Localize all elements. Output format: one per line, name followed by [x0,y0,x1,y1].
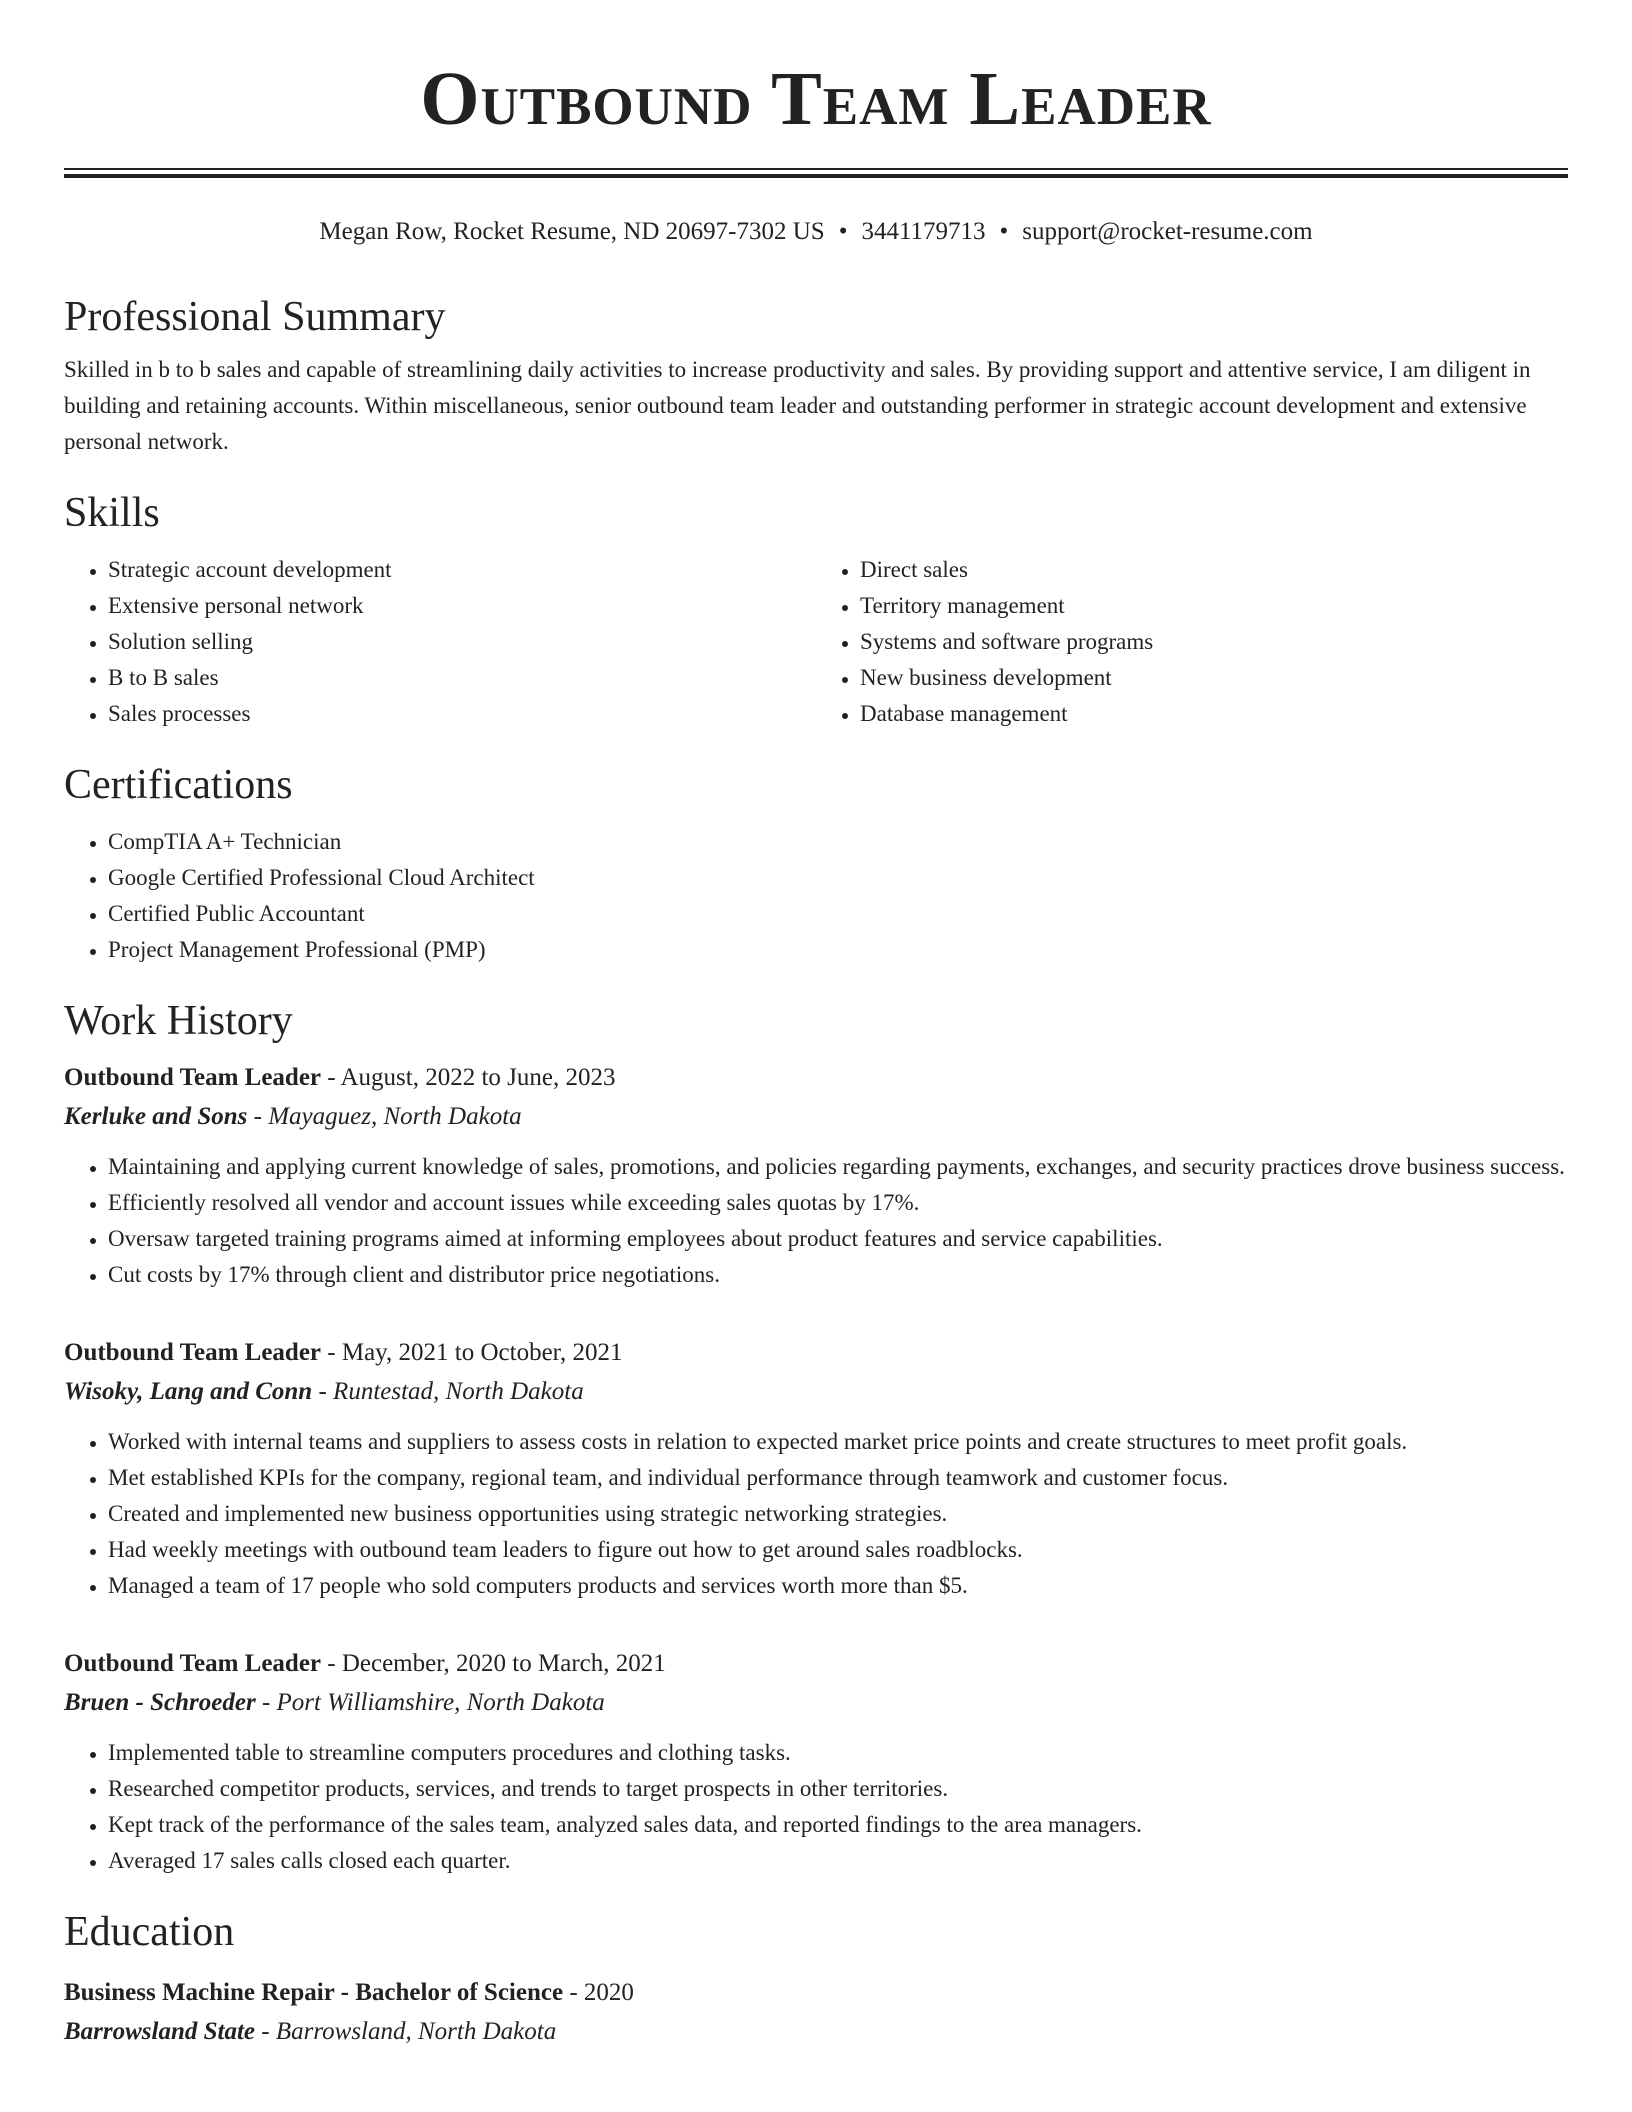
job-title: Outbound Team Leader [64,1650,322,1677]
contact-phone: 3441179713 [861,218,986,245]
skill-item: • Solution selling [108,624,816,660]
job-bullet: • Averaged 17 sales calls closed each quarter. [108,1843,1568,1879]
resume-body [64,288,1568,2051]
job-bullet: • Created and implemented new business opportunities using strategic networking strategies. [108,1496,1568,1532]
job-dates: - May, 2021 to October, 2021 [327,1339,623,1366]
certifications-heading: Certifications [64,762,293,808]
skills-list-right [816,552,1568,732]
job-bullets [64,1735,1568,1879]
education-entry [64,1973,1568,2051]
work-history-section [64,992,1568,1879]
job-company-line [64,1372,1568,1411]
certification-item: • CompTIA A+ Technician [108,824,1568,860]
job-bullet: • Kept track of the performance of the sales team, analyzed sales data, and reported findings to the area managers. [108,1807,1568,1843]
job-bullets [64,1424,1568,1604]
job-location: - Runtestad, North Dakota [318,1378,584,1405]
skill-item: • Systems and software programs [860,624,1568,660]
job-bullets [64,1149,1568,1293]
job-title-line [64,1644,1568,1683]
certification-item: • Google Certified Professional Cloud Architect [108,860,1568,896]
skill-item: • New business development [860,660,1568,696]
job-title-line [64,1058,1568,1097]
contact-separator: • [999,218,1009,245]
skills-section [64,484,1568,732]
contact-line [0,214,1632,250]
resume-title: Outbound Team Leader [420,57,1212,141]
education-degree: Business Machine Repair - Bachelor of Science [64,1979,564,2006]
job-bullet: • Oversaw targeted training programs aimed at informing employees about product features and service capabilities. [108,1221,1568,1257]
skill-item: • Territory management [860,588,1568,624]
job-company-line [64,1683,1568,1722]
job-title: Outbound Team Leader [64,1339,322,1366]
skills-heading: Skills [64,490,160,536]
education-section [64,1903,1568,2051]
certifications-list [64,824,1568,968]
job-location: - Port Williamshire, North Dakota [261,1689,605,1716]
job-dates: - December, 2020 to March, 2021 [327,1650,666,1677]
education-school: Barrowsland State [64,2018,256,2045]
job-bullet: • Met established KPIs for the company, regional team, and individual performance through teamwork and customer focus. [108,1460,1568,1496]
job-dates: - August, 2022 to June, 2023 [327,1064,616,1091]
education-school-line [64,2012,1568,2051]
summary-text: Skilled in b to b sales and capable of streamlining daily activities to increase productivity and sales. By providing support and attentive service, I am diligent in building and retaining accounts. Within miscellaneous, senior outbound team leader and outstanding performer in strategic account development and extensive personal network. [64,357,1531,454]
job-title: Outbound Team Leader [64,1064,322,1091]
job-entry [64,1644,1568,1879]
certification-item: • Project Management Professional (PMP) [108,932,1568,968]
skill-item: • Extensive personal network [108,588,816,624]
skills-columns [64,552,1568,732]
job-bullet: • Implemented table to streamline computers procedures and clothing tasks. [108,1735,1568,1771]
skill-item: • B to B sales [108,660,816,696]
job-bullet: • Maintaining and applying current knowledge of sales, promotions, and policies regarding payments, exchanges, and security practices drove business success. [108,1149,1568,1185]
education-year: - 2020 [569,1979,634,2006]
skills-list-left [64,552,816,732]
job-bullet: • Researched competitor products, services, and trends to target prospects in other territories. [108,1771,1568,1807]
skill-item: • Sales processes [108,696,816,732]
contact-separator: • [838,218,848,245]
title-rule-thick [64,174,1568,178]
job-company: Kerluke and Sons [64,1103,248,1130]
skill-item: • Database management [860,696,1568,732]
contact-address: Megan Row, Rocket Resume, ND 20697-7302 US [319,218,825,245]
work-history-heading: Work History [64,998,293,1044]
job-bullet: • Worked with internal teams and suppliers to assess costs in relation to expected market price points and create structures to meet profit goals. [108,1424,1568,1460]
job-bullet: • Efficiently resolved all vendor and account issues while exceeding sales quotas by 17%. [108,1185,1568,1221]
job-company: Bruen - Schroeder [64,1689,256,1716]
summary-section [64,288,1568,460]
job-entry [64,1058,1568,1293]
education-location: - Barrowsland, North Dakota [261,2018,557,2045]
certifications-section [64,756,1568,968]
certification-item: • Certified Public Accountant [108,896,1568,932]
job-company-line [64,1097,1568,1136]
job-bullet: • Cut costs by 17% through client and distributor price negotiations. [108,1257,1568,1293]
summary-heading: Professional Summary [64,294,446,340]
skill-item: • Direct sales [860,552,1568,588]
title-rule-thin [64,168,1568,170]
education-degree-line [64,1973,1568,2012]
job-bullet: • Managed a team of 17 people who sold computers products and services worth more than $5. [108,1568,1568,1604]
job-title-line [64,1333,1568,1372]
job-entry [64,1333,1568,1604]
job-location: - Mayaguez, North Dakota [253,1103,522,1130]
job-bullet: • Had weekly meetings with outbound team leaders to figure out how to get around sales roadblocks. [108,1532,1568,1568]
job-company: Wisoky, Lang and Conn [64,1378,313,1405]
education-heading: Education [64,1909,235,1955]
skill-item: • Strategic account development [108,552,816,588]
contact-email: support@rocket-resume.com [1022,218,1313,245]
